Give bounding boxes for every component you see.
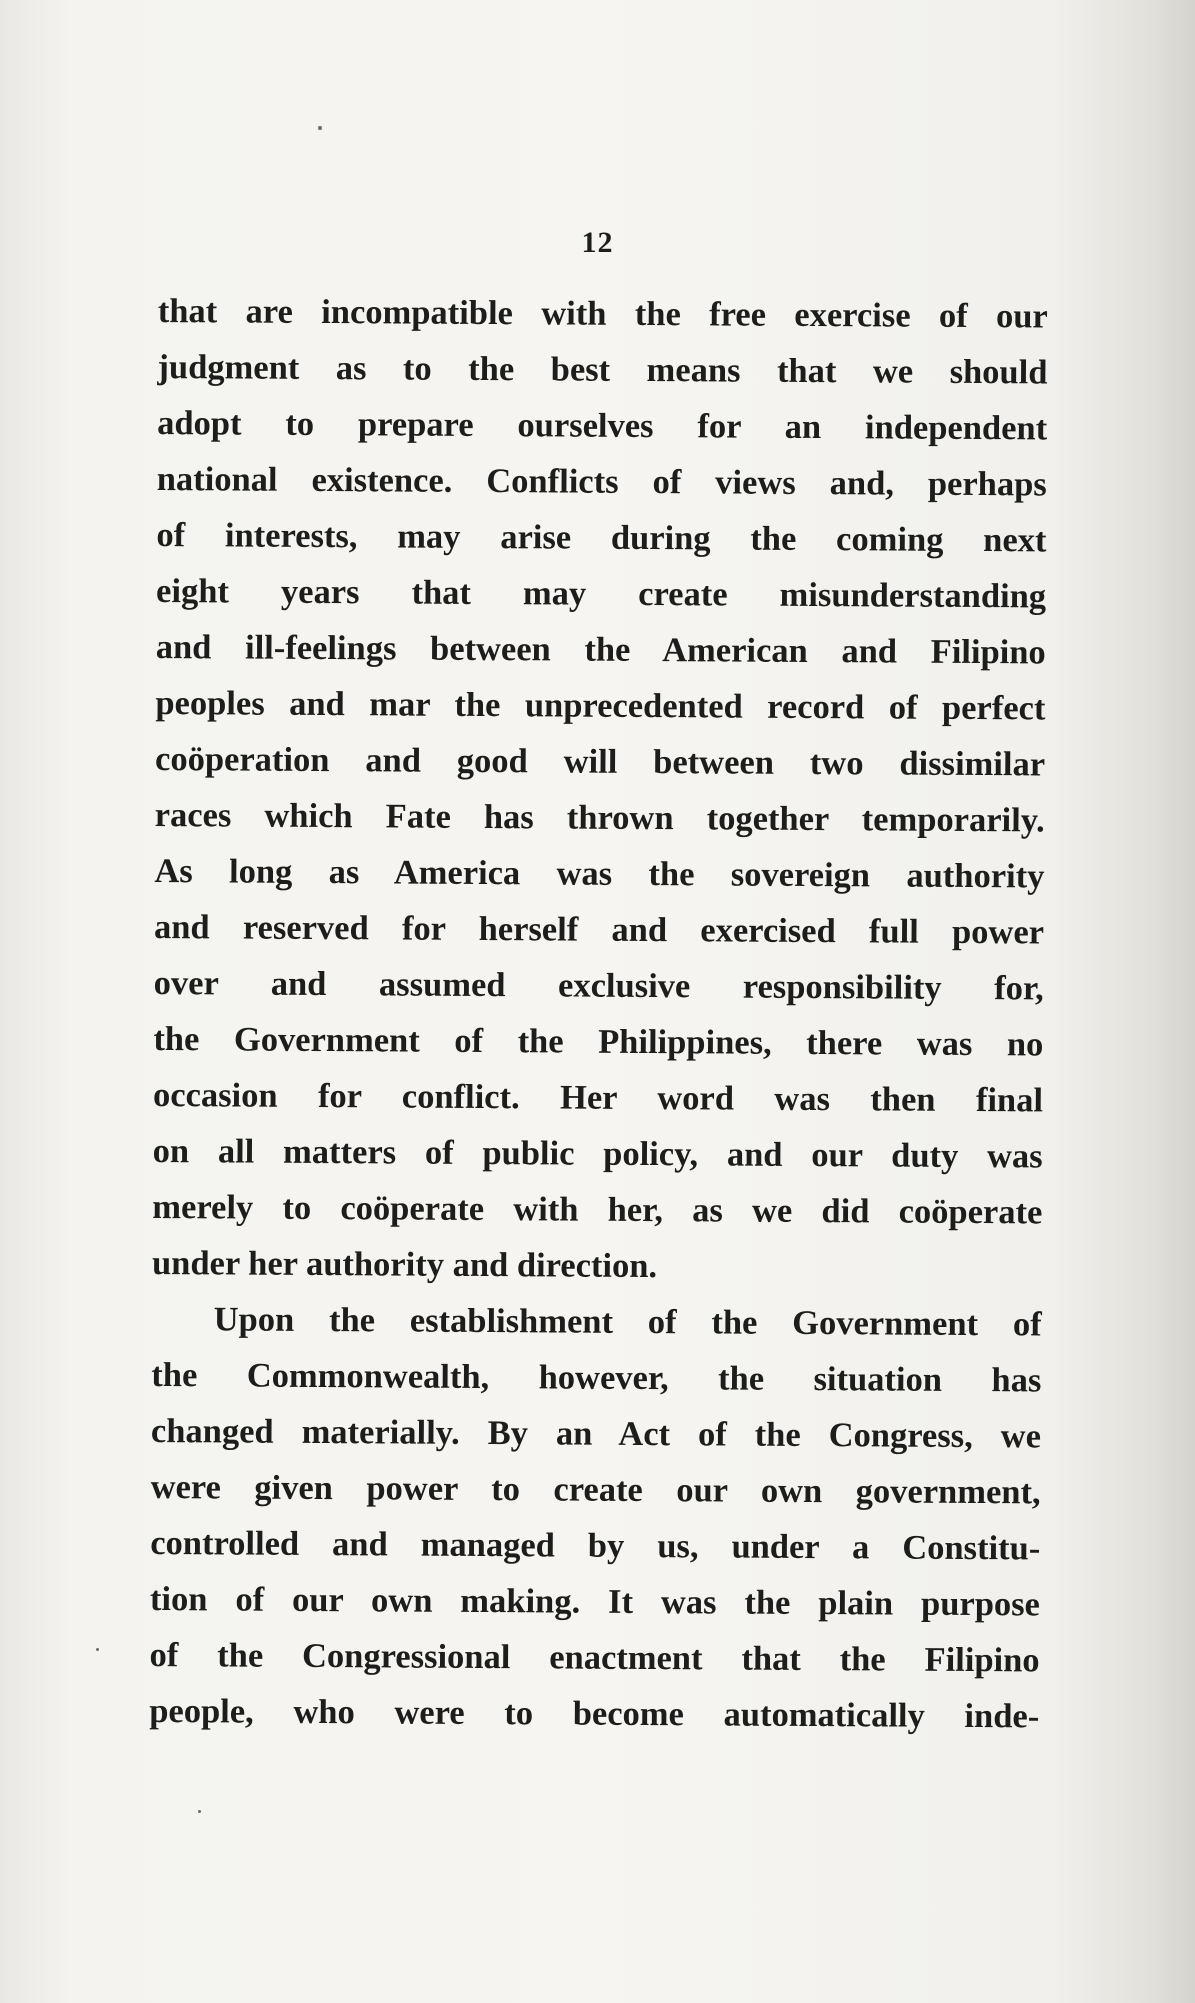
- text-line: merely to coöperate with her, as we did coöperate: [152, 1187, 1043, 1232]
- text-line: occasion for conflict. Her word was then final: [152, 1075, 1044, 1120]
- text-line: controlled and managed by us, under a Constitu-: [150, 1523, 1041, 1568]
- text-line: that are incompatible with the free exercise of our: [157, 291, 1048, 336]
- text-line: tion of our own making. It was the plain purpose: [149, 1579, 1041, 1624]
- text-line: the Government of the Philippines, there was no: [153, 1019, 1044, 1064]
- ink-speck: [96, 1648, 99, 1651]
- page-number: 12: [581, 226, 614, 259]
- text-line: changed materially. By an Act of the Congress, we: [150, 1411, 1042, 1456]
- text-line: on all matters of public policy, and our duty was: [152, 1131, 1043, 1176]
- text-line: national existence. Conflicts of views and, perhaps: [156, 459, 1047, 504]
- text-line: judgment as to the best means that we should: [157, 347, 1048, 392]
- text-line: eight years that may create misunderstanding: [156, 571, 1047, 616]
- ink-speck: [198, 1810, 201, 1813]
- text-line: the Commonwealth, however, the situation has: [151, 1355, 1042, 1400]
- text-line: of the Congressional enactment that the Filipino: [149, 1635, 1040, 1680]
- text-line: coöperation and good will between two dissimilar: [154, 739, 1046, 784]
- text-line: people, who were to become automatically inde-: [149, 1691, 1040, 1736]
- text-line: over and assumed exclusive responsibility for,: [153, 963, 1044, 1008]
- text-line: and ill-feelings between the American and Filipino: [155, 627, 1046, 672]
- paragraph-start-line: Upon the establishment of the Government of: [213, 1300, 1042, 1344]
- text-line: As long as America was the sovereign authority: [154, 851, 1045, 896]
- text-line: peoples and mar the unprecedented record of perfect: [155, 683, 1046, 728]
- ink-speck: [318, 126, 322, 130]
- body-text: [149, 283, 1048, 1744]
- text-line: and reserved for herself and exercised full power: [153, 907, 1045, 952]
- text-line: races which Fate has thrown together temporarily.: [154, 795, 1045, 840]
- text-line: of interests, may arise during the coming next: [156, 515, 1047, 560]
- text-line: adopt to prepare ourselves for an independent: [157, 403, 1048, 448]
- text-line: under her authority and direction.: [151, 1243, 658, 1286]
- text-line: were given power to create our own government,: [150, 1467, 1041, 1512]
